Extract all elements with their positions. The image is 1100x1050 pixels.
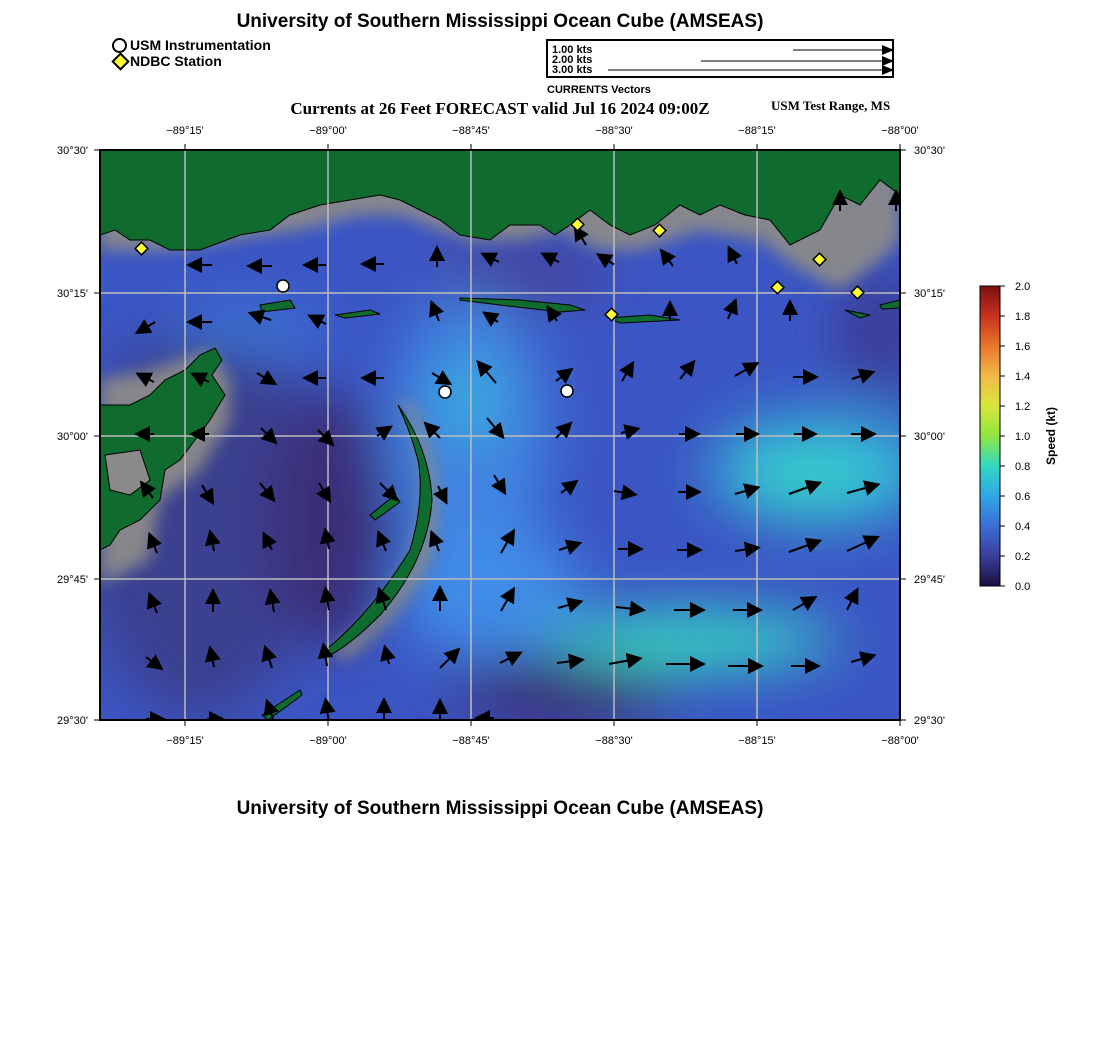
colorbar-gradient: [980, 286, 1000, 586]
lon-tick-top: −88°00': [881, 125, 919, 137]
lon-tick-bottom: −88°30': [595, 735, 633, 747]
lat-tick-left: 29°30': [57, 715, 88, 727]
lat-tick-left: 30°30': [57, 145, 88, 157]
colorbar-tick-label: 1.4: [1015, 371, 1031, 383]
colorbar-tick-label: 2.0: [1015, 281, 1031, 293]
colorbar-tick-label: 0.8: [1015, 461, 1031, 473]
colorbar-tick-label: 0.0: [1015, 581, 1031, 593]
lon-tick-top: −89°00': [309, 125, 347, 137]
lon-tick-bottom: −89°15': [166, 735, 204, 747]
colorbar-label: Speed (kt): [1044, 406, 1058, 466]
colorbar-tick-label: 0.6: [1015, 491, 1031, 503]
lat-tick-right: 30°00': [914, 431, 945, 443]
colorbar-tick-label: 1.6: [1015, 341, 1031, 353]
usm-instrument-marker[interactable]: [277, 280, 289, 292]
lon-tick-top: −89°15': [166, 125, 204, 137]
lat-tick-right: 30°15': [914, 288, 945, 300]
colorbar-tick-label: 1.0: [1015, 431, 1031, 443]
legend-ndbc-label: NDBC Station: [130, 53, 222, 69]
region-label: USM Test Range, MS: [771, 98, 891, 113]
lat-tick-right: 30°30': [914, 145, 945, 157]
scale-label-2: 2.00 kts: [552, 54, 593, 66]
lon-tick-top: −88°15': [738, 125, 776, 137]
lat-tick-right: 29°45': [914, 574, 945, 586]
speed-colorbar: [980, 281, 1058, 593]
lon-tick-bottom: −88°45': [452, 735, 490, 747]
lon-tick-bottom: −88°00': [881, 735, 919, 747]
lon-tick-top: −88°30': [595, 125, 633, 137]
map-field: [80, 150, 930, 725]
lon-tick-bottom: −89°00': [309, 735, 347, 747]
footer-title: University of Southern Mississippi Ocean Cube (AMSEAS): [236, 798, 764, 819]
lat-tick-left: 30°15': [57, 288, 88, 300]
lat-tick-left: 30°00': [57, 431, 88, 443]
usm-instrument-marker[interactable]: [561, 385, 573, 397]
colorbar-tick-label: 1.8: [1015, 311, 1031, 323]
lat-tick-left: 29°45': [57, 574, 88, 586]
scale-label-3: 3.00 kts: [552, 64, 593, 76]
scale-label-1: 1.00 kts: [552, 44, 593, 56]
lon-tick-top: −88°45': [452, 125, 490, 137]
colorbar-tick-label: 0.2: [1015, 551, 1031, 563]
legend-instrumentation-label: USM Instrumentation: [130, 37, 271, 53]
forecast-subtitle: Currents at 26 Feet FORECAST valid Jul 16 2024 09:00Z: [290, 99, 710, 118]
vector-scale-title: CURRENTS Vectors: [547, 84, 651, 96]
colorbar-tick-label: 0.4: [1015, 521, 1031, 533]
lat-tick-right: 29°30': [914, 715, 945, 727]
usm-instrument-marker[interactable]: [439, 386, 451, 398]
lon-tick-bottom: −88°15': [738, 735, 776, 747]
colorbar-tick-label: 1.2: [1015, 401, 1031, 413]
page-title: University of Southern Mississippi Ocean Cube (AMSEAS): [236, 11, 764, 32]
